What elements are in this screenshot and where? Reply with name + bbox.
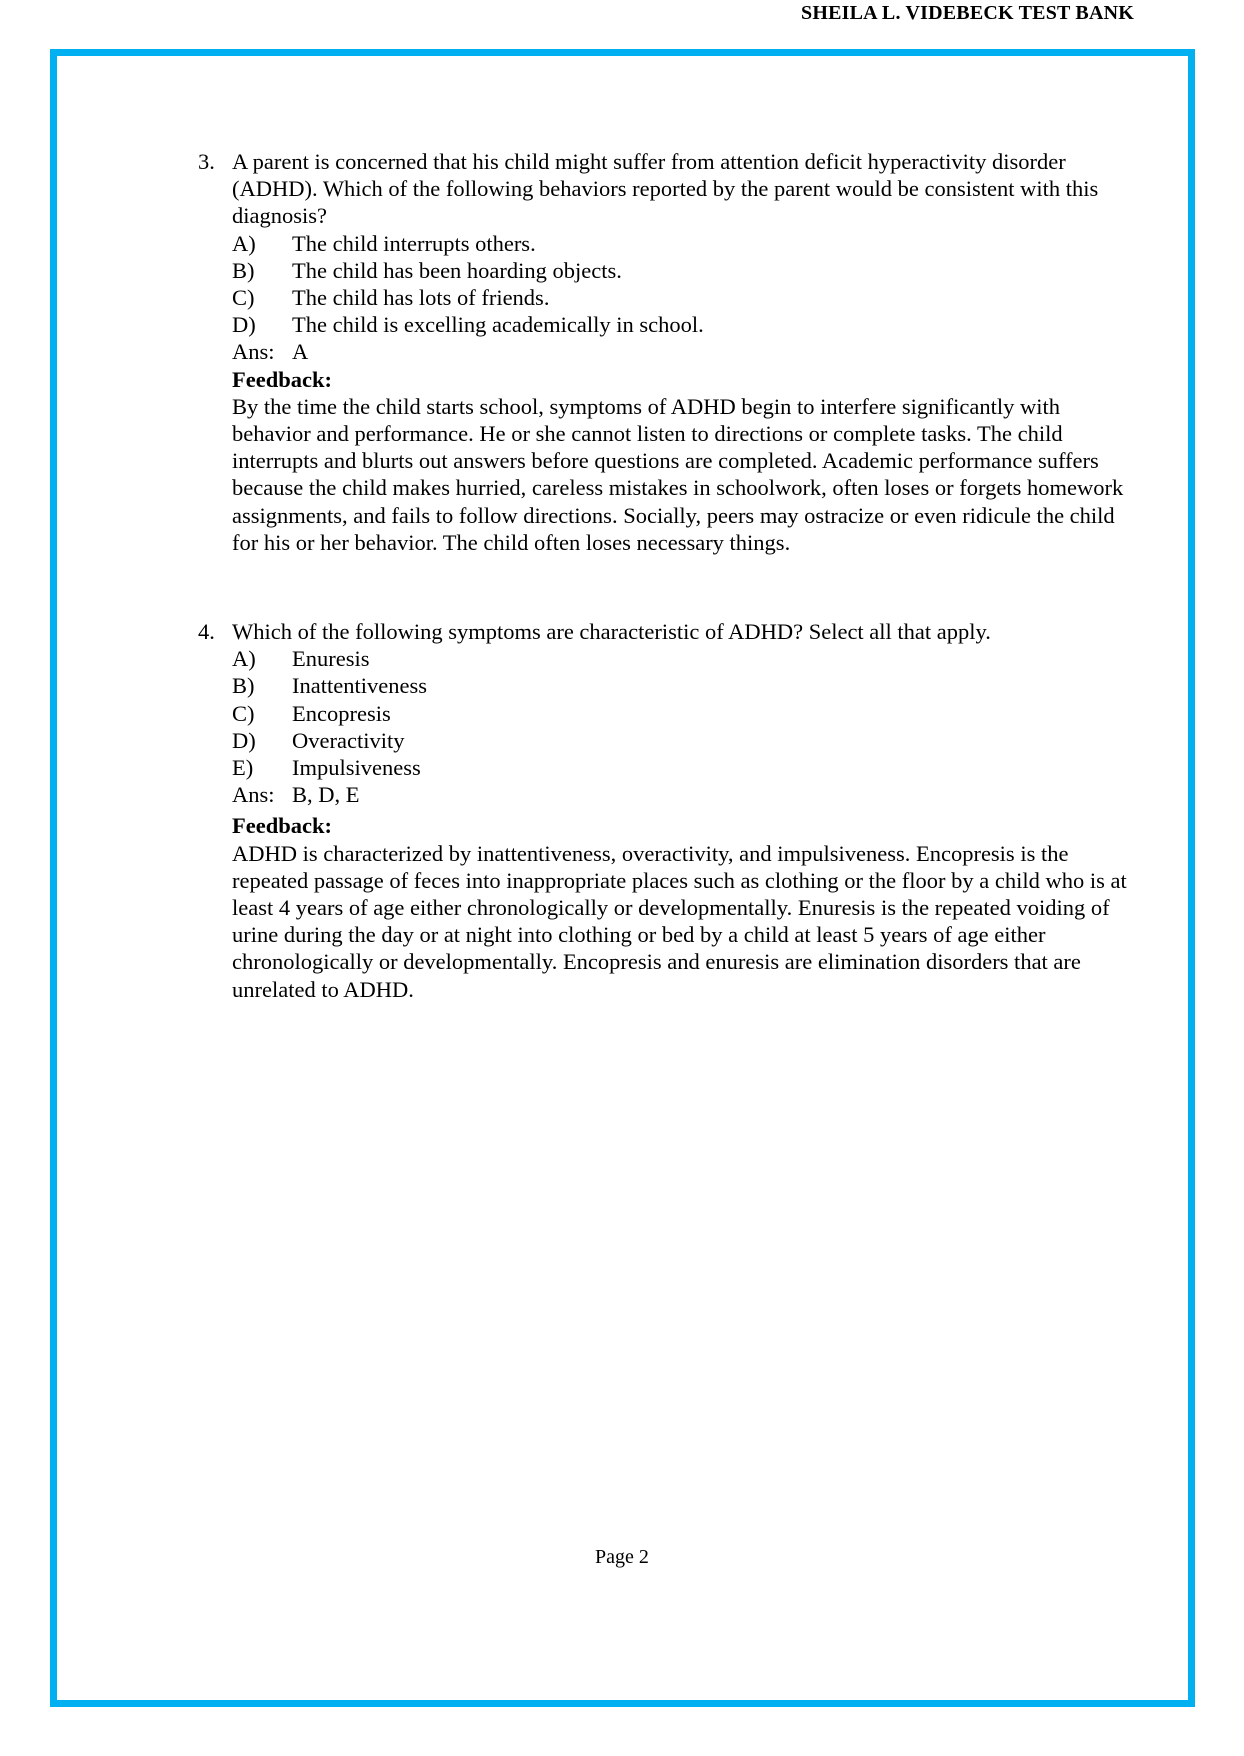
option-b <box>232 672 1138 699</box>
option-text: Impulsiveness <box>292 755 421 781</box>
question-number: 4. <box>198 619 215 645</box>
option-letter: B) <box>232 673 255 699</box>
option-a <box>232 230 1138 257</box>
feedback-title: Feedback: <box>232 813 332 839</box>
option-c <box>232 284 1138 311</box>
answer-value: A <box>292 339 309 365</box>
option-d <box>232 727 1138 754</box>
document-header: SHEILA L. VIDEBECK TEST BANK <box>801 2 1134 24</box>
feedback-text: By the time the child starts school, symptoms of ADHD begin to interfere significantly with behavior and performance. He or she cannot listen to directions or complete tasks. The child interrupts and blurts out answers before questions are completed. Academic performance suffers because the child makes hurried, careless mistakes in schoolwork, often loses or forgets homework assignments, and fails to follow directions. Socially, peers may ostracize or even ridicule the child for his or her behavior. The child often loses necessary things. <box>232 393 1124 555</box>
page-number: Page 2 <box>595 1546 649 1568</box>
option-letter: C) <box>232 700 255 726</box>
answer-value: B, D, E <box>292 782 360 808</box>
option-text: The child interrupts others. <box>292 230 536 256</box>
feedback-title: Feedback: <box>232 366 332 392</box>
option-letter: A) <box>232 646 256 672</box>
question-3 <box>198 148 1138 556</box>
option-text: Enuresis <box>292 646 370 672</box>
question-text: Which of the following symptoms are characteristic of ADHD? Select all that apply. <box>232 619 991 645</box>
option-letter: A) <box>232 230 256 256</box>
option-text: The child is excelling academically in school. <box>292 312 704 338</box>
question-number: 3. <box>198 149 215 174</box>
option-text: The child has lots of friends. <box>292 285 550 311</box>
option-letter: C) <box>232 285 255 311</box>
answer-line <box>232 781 1138 808</box>
option-b <box>232 257 1138 284</box>
option-letter: D) <box>232 312 256 338</box>
option-d <box>232 311 1138 338</box>
answer-label: Ans: <box>232 339 275 365</box>
option-c <box>232 700 1138 727</box>
option-text: Inattentiveness <box>292 673 427 699</box>
option-letter: B) <box>232 257 255 283</box>
option-text: Encopresis <box>292 700 391 726</box>
option-letter: D) <box>232 727 256 753</box>
page-content <box>198 148 1138 1003</box>
feedback-text: ADHD is characterized by inattentiveness, overactivity, and impulsiveness. Encopresis is the repeated passage of feces into inappropriate places such as clothing or the floor by a child who is at least 4 years of age either chronologically or developmentally. Enuresis is the repeated voiding of urine during the day or at night into clothing or bed by a child at least 5 years of age either chronologically or developmentally. Encopresis and enuresis are elimination disorders that are unrelated to ADHD. <box>232 840 1127 1002</box>
option-text: Overactivity <box>292 727 405 753</box>
option-letter: E) <box>232 755 254 781</box>
answer-line <box>232 338 1138 365</box>
option-text: The child has been hoarding objects. <box>292 257 622 283</box>
option-e <box>232 754 1138 781</box>
option-a <box>232 645 1138 672</box>
question-text: A parent is concerned that his child might suffer from attention deficit hyperactivity disorder (ADHD). Which of the following behaviors reported by the parent would be consistent with this diagnosis? <box>232 149 1099 229</box>
question-4 <box>198 618 1138 1003</box>
answer-label: Ans: <box>232 782 275 808</box>
